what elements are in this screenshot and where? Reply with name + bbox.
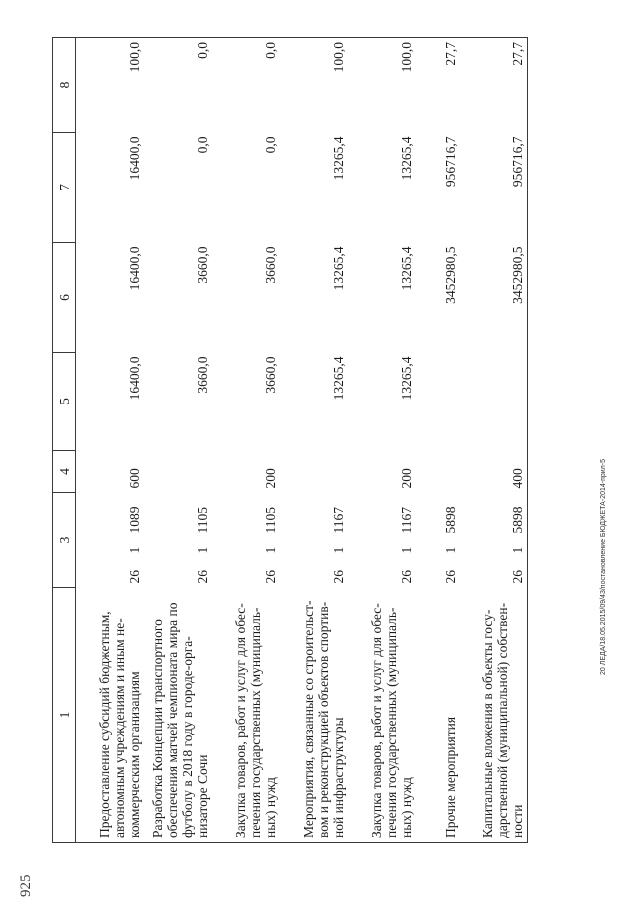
description-line: футболу в 2018 году в городе-орга- <box>179 636 195 838</box>
value-cell: 13265,4 <box>398 356 414 401</box>
header-col-5: 5 <box>53 353 76 451</box>
budget-table <box>52 37 528 843</box>
code-cell: 26 <box>460 558 528 588</box>
table-row <box>280 38 348 843</box>
code-cell: 26 <box>194 570 210 584</box>
row-description <box>144 588 212 843</box>
description-line: дарственной (муниципальной) собствен- <box>495 602 510 838</box>
value-cell: 16400,0 <box>126 136 142 181</box>
code-cell: 5898 <box>460 493 528 538</box>
header-row <box>53 38 76 843</box>
description-line: ных) нужд <box>398 777 414 838</box>
value-cell <box>416 353 460 451</box>
code-cell: 200 <box>262 468 278 489</box>
code-cell: 1105 <box>262 507 278 534</box>
description-line: Разработка Концепции транспортного <box>149 619 165 838</box>
row-description <box>348 588 416 843</box>
table-row <box>212 38 280 843</box>
value-cell: 13265,4 <box>398 136 414 181</box>
value-cell: 16400,0 <box>126 246 142 291</box>
header-col-4: 4 <box>53 451 76 493</box>
code-cell: 26 <box>330 570 346 584</box>
code-cell: 26 <box>262 570 278 584</box>
description-line: коммерческим организациям <box>126 671 142 838</box>
row-description <box>212 588 280 843</box>
value-cell: 0,0 <box>262 136 278 154</box>
description-line: Прочие мероприятия <box>442 716 458 838</box>
header-col-8: 8 <box>53 38 76 133</box>
code-cell: 1105 <box>194 507 210 534</box>
code-cell: 26 <box>126 570 142 584</box>
code-cell <box>144 451 212 493</box>
table-row <box>348 38 416 843</box>
description-line: вом и реконструкцией объектов спортив- <box>315 601 331 838</box>
header-col-6: 6 <box>53 243 76 353</box>
code-cell <box>416 451 460 493</box>
value-cell: 3452980,5 <box>460 243 528 353</box>
description-line: Предоставление субсидий бюджетным, <box>96 611 112 838</box>
description-line: Капитальные вложения в объекты госу- <box>480 609 495 838</box>
code-cell: 1 <box>262 546 278 554</box>
description-line: ной инфраструктуры <box>330 717 346 838</box>
code-cell: 1167 <box>330 507 346 534</box>
code-cell: 1 <box>330 546 346 554</box>
code-cell: 200 <box>398 468 414 489</box>
description-line: автономным учреждениям и иным не- <box>111 618 127 838</box>
code-cell: 5898 <box>442 506 458 534</box>
percent-cell: 100,0 <box>76 38 144 133</box>
percent-cell: 0,0 <box>144 38 212 133</box>
value-cell: 3452980,5 <box>442 246 458 304</box>
code-cell: 1089 <box>126 506 142 534</box>
value-cell <box>460 353 528 451</box>
value-cell: 16400,0 <box>126 356 142 401</box>
row-description <box>76 588 144 843</box>
row-description <box>416 588 460 843</box>
description-line: ности <box>510 804 525 838</box>
table-row <box>416 38 460 843</box>
percent-cell: 100,0 <box>280 38 348 133</box>
description-line: Мероприятия, связанные со строительст- <box>300 600 316 838</box>
value-cell: 956716,7 <box>442 136 458 188</box>
value-cell: 956716,7 <box>460 133 528 243</box>
percent-cell: 0,0 <box>212 38 280 133</box>
header-col-7: 7 <box>53 133 76 243</box>
value-cell: 13265,4 <box>330 356 346 401</box>
code-cell: 400 <box>460 451 528 493</box>
row-description <box>280 588 348 843</box>
code-cell <box>280 451 348 493</box>
table-row <box>76 38 144 843</box>
percent-cell: 27,7 <box>460 38 528 133</box>
page-number: 925 <box>18 874 34 897</box>
code-cell: 26 <box>442 570 458 584</box>
header-col-1: 1 <box>53 588 76 843</box>
row-description <box>460 588 528 843</box>
code-cell: 600 <box>126 468 142 489</box>
description-line: низаторе Сочи <box>194 754 210 838</box>
percent-cell: 100,0 <box>348 38 416 133</box>
value-cell: 3660,0 <box>194 356 210 394</box>
code-cell: 1167 <box>398 507 414 534</box>
code-cell: 1 <box>126 546 142 554</box>
table-row <box>144 38 212 843</box>
value-cell: 0,0 <box>194 136 210 154</box>
value-cell: 3660,0 <box>262 356 278 394</box>
description-line: печения государственных (муниципаль- <box>383 607 399 838</box>
description-line: печения государственных (муниципаль- <box>247 607 263 838</box>
code-cell: 1 <box>194 546 210 554</box>
value-cell: 3660,0 <box>194 246 210 284</box>
code-cell: 1 <box>460 538 528 558</box>
value-cell: 13265,4 <box>398 246 414 291</box>
description-line: ных) нужд <box>262 777 278 838</box>
value-cell: 3660,0 <box>262 246 278 284</box>
description-line: Закупка товаров, работ и услуг для обес- <box>232 603 248 838</box>
code-cell: 1 <box>442 546 458 554</box>
description-line: Закупка товаров, работ и услуг для обес- <box>368 603 384 838</box>
code-cell: 26 <box>398 570 414 584</box>
table-row <box>460 38 528 843</box>
header-col-3: 3 <box>53 493 76 588</box>
value-cell: 13265,4 <box>330 136 346 181</box>
percent-cell: 27,7 <box>416 38 460 133</box>
description-line: обеспечения матчей чемпионата мира по <box>164 602 180 838</box>
value-cell: 13265,4 <box>330 246 346 291</box>
code-cell: 1 <box>398 546 414 554</box>
side-note: 20 ЛЕДА/18.05.2015/09/43/постановление БЮДЖЕТА-2014-прил-5 <box>600 459 607 675</box>
